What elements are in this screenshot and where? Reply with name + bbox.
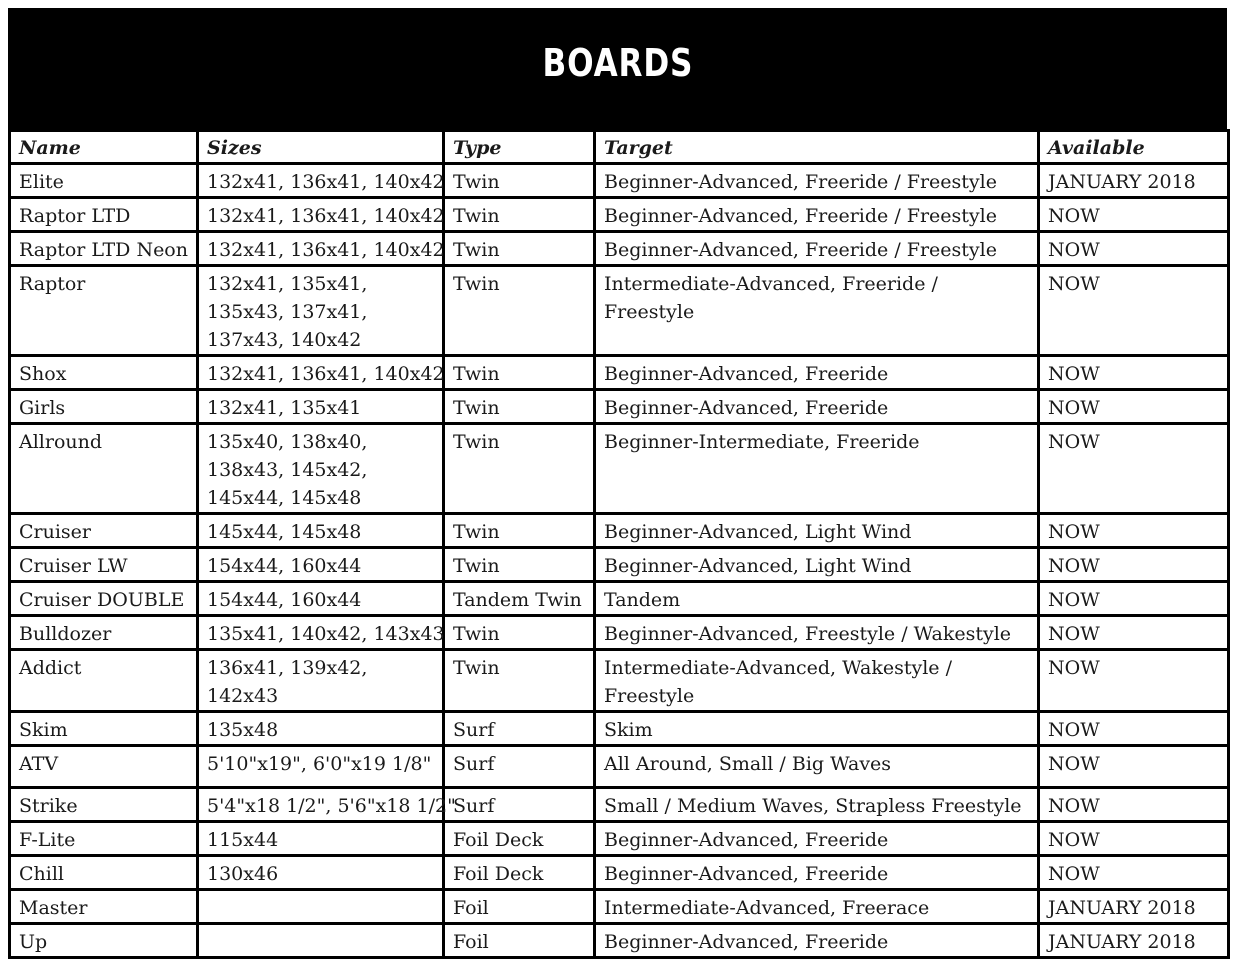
cell-target: Intermediate-Advanced, Freerace [595, 890, 1039, 924]
cell-sizes: 132x41, 136x41, 140x42 [198, 198, 444, 232]
cell-name: ATV [10, 746, 198, 788]
cell-sizes: 154x44, 160x44 [198, 582, 444, 616]
table-row [10, 788, 1229, 822]
cell-name: Raptor [10, 266, 198, 356]
cell-target: Skim [595, 712, 1039, 746]
cell-target: Beginner-Intermediate, Freeride [595, 424, 1039, 514]
header-name: Name [10, 131, 198, 164]
table-row [10, 514, 1229, 548]
cell-target: All Around, Small / Big Waves [595, 746, 1039, 788]
table-row [10, 266, 1229, 356]
cell-available: NOW [1039, 788, 1229, 822]
table-row [10, 356, 1229, 390]
cell-target: Beginner-Advanced, Freeride [595, 356, 1039, 390]
cell-available: NOW [1039, 232, 1229, 266]
cell-sizes: 132x41, 136x41, 140x42 [198, 164, 444, 198]
cell-name: Allround [10, 424, 198, 514]
cell-sizes [198, 890, 444, 924]
cell-name: Cruiser LW [10, 548, 198, 582]
table-row [10, 548, 1229, 582]
cell-sizes [198, 924, 444, 958]
cell-available: NOW [1039, 266, 1229, 356]
cell-available: JANUARY 2018 [1039, 924, 1229, 958]
cell-available: NOW [1039, 822, 1229, 856]
page-title: BOARDS [542, 40, 693, 85]
cell-name: Strike [10, 788, 198, 822]
cell-type: Surf [444, 746, 595, 788]
table-row [10, 198, 1229, 232]
cell-available: NOW [1039, 424, 1229, 514]
header-row [10, 131, 1229, 164]
cell-available: NOW [1039, 856, 1229, 890]
table-row [10, 424, 1229, 514]
cell-type: Foil [444, 890, 595, 924]
cell-name: F-Lite [10, 822, 198, 856]
cell-target: Beginner-Advanced, Freeride [595, 822, 1039, 856]
cell-available: NOW [1039, 548, 1229, 582]
cell-type: Twin [444, 356, 595, 390]
cell-sizes: 135x48 [198, 712, 444, 746]
cell-type: Tandem Twin [444, 582, 595, 616]
cell-target: Beginner-Advanced, Freeride [595, 390, 1039, 424]
cell-available: NOW [1039, 616, 1229, 650]
cell-name: Chill [10, 856, 198, 890]
cell-target: Beginner-Advanced, Freeride [595, 856, 1039, 890]
cell-type: Twin [444, 548, 595, 582]
cell-available: NOW [1039, 582, 1229, 616]
cell-name: Addict [10, 650, 198, 712]
cell-target: Intermediate-Advanced, Freeride / Freestyle [595, 266, 1039, 356]
cell-type: Foil Deck [444, 856, 595, 890]
cell-sizes: 135x41, 140x42, 143x43 [198, 616, 444, 650]
table-row [10, 390, 1229, 424]
cell-name: Cruiser [10, 514, 198, 548]
cell-name: Girls [10, 390, 198, 424]
cell-sizes: 5'4"x18 1/2", 5'6"x18 1/2" [198, 788, 444, 822]
cell-target: Beginner-Advanced, Freeride [595, 924, 1039, 958]
cell-name: Bulldozer [10, 616, 198, 650]
header-type: Type [444, 131, 595, 164]
title-banner [8, 8, 1227, 129]
cell-available: NOW [1039, 390, 1229, 424]
cell-name: Elite [10, 164, 198, 198]
boards-document [8, 8, 1227, 959]
cell-type: Twin [444, 514, 595, 548]
cell-name: Shox [10, 356, 198, 390]
cell-sizes: 115x44 [198, 822, 444, 856]
cell-target: Beginner-Advanced, Freeride / Freestyle [595, 232, 1039, 266]
cell-available: NOW [1039, 356, 1229, 390]
cell-available: NOW [1039, 650, 1229, 712]
cell-sizes: 136x41, 139x42, 142x43 [198, 650, 444, 712]
table-row [10, 616, 1229, 650]
cell-type: Twin [444, 232, 595, 266]
header-target: Target [595, 131, 1039, 164]
header-sizes: Sizes [198, 131, 444, 164]
header-available: Available [1039, 131, 1229, 164]
cell-target: Beginner-Advanced, Light Wind [595, 548, 1039, 582]
cell-sizes: 5'10"x19", 6'0"x19 1/8" [198, 746, 444, 788]
cell-type: Foil [444, 924, 595, 958]
cell-target: Intermediate-Advanced, Wakestyle / Freestyle [595, 650, 1039, 712]
cell-name: Up [10, 924, 198, 958]
cell-target: Beginner-Advanced, Freestyle / Wakestyle [595, 616, 1039, 650]
cell-available: JANUARY 2018 [1039, 164, 1229, 198]
cell-type: Surf [444, 788, 595, 822]
cell-available: NOW [1039, 514, 1229, 548]
cell-target: Small / Medium Waves, Strapless Freestyle [595, 788, 1039, 822]
table-row [10, 822, 1229, 856]
cell-type: Twin [444, 650, 595, 712]
cell-available: NOW [1039, 746, 1229, 788]
cell-type: Twin [444, 424, 595, 514]
boards-table [8, 129, 1230, 959]
cell-type: Twin [444, 616, 595, 650]
cell-name: Raptor LTD Neon [10, 232, 198, 266]
cell-target: Tandem [595, 582, 1039, 616]
cell-type: Twin [444, 164, 595, 198]
table-row [10, 924, 1229, 958]
cell-sizes: 132x41, 135x41 [198, 390, 444, 424]
cell-sizes: 154x44, 160x44 [198, 548, 444, 582]
cell-available: JANUARY 2018 [1039, 890, 1229, 924]
cell-name: Master [10, 890, 198, 924]
cell-target: Beginner-Advanced, Freeride / Freestyle [595, 198, 1039, 232]
cell-type: Twin [444, 266, 595, 356]
cell-name: Cruiser DOUBLE [10, 582, 198, 616]
cell-target: Beginner-Advanced, Freeride / Freestyle [595, 164, 1039, 198]
cell-available: NOW [1039, 712, 1229, 746]
table-row [10, 232, 1229, 266]
cell-available: NOW [1039, 198, 1229, 232]
cell-type: Twin [444, 198, 595, 232]
table-row [10, 582, 1229, 616]
table-row [10, 856, 1229, 890]
cell-sizes: 132x41, 135x41, 135x43, 137x41, 137x43, 140x42 [198, 266, 444, 356]
cell-name: Raptor LTD [10, 198, 198, 232]
cell-sizes: 132x41, 136x41, 140x42 [198, 356, 444, 390]
table-row [10, 890, 1229, 924]
cell-target: Beginner-Advanced, Light Wind [595, 514, 1039, 548]
cell-sizes: 130x46 [198, 856, 444, 890]
cell-type: Surf [444, 712, 595, 746]
cell-name: Skim [10, 712, 198, 746]
table-row [10, 712, 1229, 746]
cell-type: Twin [444, 390, 595, 424]
table-row [10, 650, 1229, 712]
cell-type: Foil Deck [444, 822, 595, 856]
table-row [10, 164, 1229, 198]
cell-sizes: 135x40, 138x40, 138x43, 145x42, 145x44, 145x48 [198, 424, 444, 514]
table-row [10, 746, 1229, 788]
cell-sizes: 145x44, 145x48 [198, 514, 444, 548]
cell-sizes: 132x41, 136x41, 140x42 [198, 232, 444, 266]
